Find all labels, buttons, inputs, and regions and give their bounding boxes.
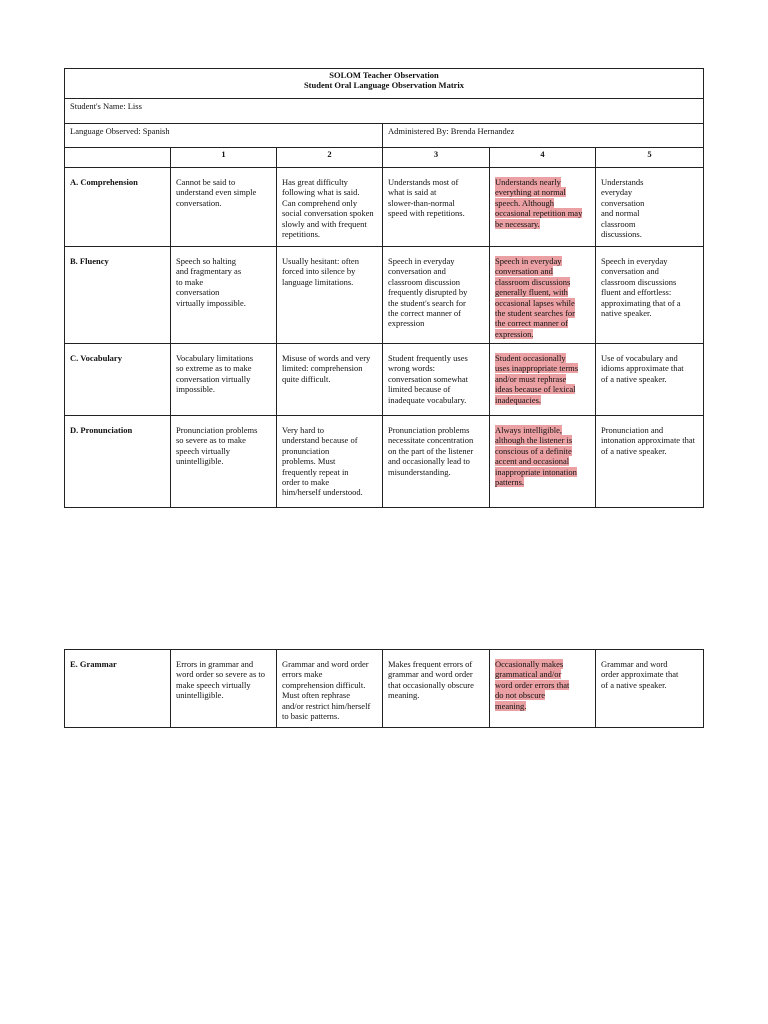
descriptor-text: Has great difficulty following what is said. Can comprehend only social conversation spoken slowly and with frequent repetitions. — [282, 177, 374, 240]
descriptor-text: Grammar and word order approximate that of a native speaker. — [601, 659, 679, 690]
descriptor-text: Student frequently uses wrong words: conversation somewhat limited because of inadequate vocabulary. — [388, 353, 469, 405]
selected-descriptor-highlight: Student occasionally uses inappropriate terms and/or must rephrase ideas because of lexical inadequacies. — [495, 353, 579, 405]
selected-descriptor-highlight: Speech in everyday conversation and classroom discussions generally fluent, with occasional lapses while the student searches for the correct manner of expression. — [495, 256, 576, 339]
descriptor-cell — [383, 650, 490, 728]
descriptor-text: Use of vocabulary and idioms approximate that of a native speaker. — [601, 353, 684, 384]
administered-by-field: Administered By: Brenda Hernandez — [383, 124, 704, 148]
category-label: D. Pronunciation — [65, 416, 171, 508]
descriptor-cell — [383, 416, 490, 508]
descriptor-cell — [277, 344, 383, 416]
solom-matrix-table — [64, 68, 704, 508]
descriptor-text: Pronunciation and intonation approximate that of a native speaker. — [601, 425, 695, 456]
descriptor-text: Grammar and word order errors make comprehension difficult. Must often rephrase and/or restrict him/herself to basic patterns. — [282, 659, 371, 722]
descriptor-text: Speech so halting and fragmentary as to make conversation virtually impossible. — [176, 256, 246, 308]
descriptor-cell — [171, 247, 277, 344]
matrix-title — [65, 69, 704, 99]
rubric-row-fluency — [65, 247, 704, 344]
descriptor-cell — [596, 650, 704, 728]
descriptor-cell — [490, 168, 596, 247]
descriptor-text: Misuse of words and very limited: comprehension quite difficult. — [282, 353, 371, 384]
descriptor-cell — [490, 247, 596, 344]
descriptor-cell — [596, 416, 704, 508]
language-row — [65, 124, 704, 148]
title-row — [65, 69, 704, 99]
selected-descriptor-highlight: Occasionally makes grammatical and/or word order errors that do not obscure meaning. — [495, 659, 570, 711]
descriptor-cell — [277, 168, 383, 247]
level-header-2: 2 — [277, 148, 383, 168]
selected-descriptor-highlight: Understands nearly everything at normal speech. Although occasional repetition may be necessary. — [495, 177, 583, 229]
descriptor-cell — [171, 344, 277, 416]
rubric-row-vocabulary — [65, 344, 704, 416]
level-header-5: 5 — [596, 148, 704, 168]
descriptor-text: Speech in everyday conversation and classroom discussion frequently disrupted by the student's search for the correct manner of expression — [388, 256, 468, 329]
descriptor-cell — [490, 416, 596, 508]
descriptor-cell — [596, 168, 704, 247]
descriptor-cell — [383, 247, 490, 344]
descriptor-cell — [490, 344, 596, 416]
title-line-1: SOLOM Teacher Observation — [329, 70, 439, 80]
descriptor-cell — [277, 650, 383, 728]
descriptor-cell — [490, 650, 596, 728]
selected-descriptor-highlight: Always intelligible, although the listener is conscious of a definite accent and occasional inappropriate intonation patterns. — [495, 425, 577, 488]
descriptor-cell — [383, 168, 490, 247]
descriptor-text: Understands everyday conversation and normal classroom discussions. — [601, 177, 645, 240]
descriptor-cell — [596, 344, 704, 416]
grammar-table — [64, 649, 704, 728]
descriptor-cell — [171, 650, 277, 728]
student-name-row — [65, 99, 704, 124]
descriptor-text: Vocabulary limitations so extreme as to make conversation virtually impossible. — [176, 353, 254, 395]
category-label: A. Comprehension — [65, 168, 171, 247]
descriptor-text: Understands most of what is said at slower-than-normal speed with repetitions. — [388, 177, 465, 219]
descriptor-cell — [383, 344, 490, 416]
category-label: B. Fluency — [65, 247, 171, 344]
descriptor-text: Speech in everyday conversation and classroom discussions fluent and effortless: approximating that of a native speaker. — [601, 256, 681, 319]
descriptor-cell — [596, 247, 704, 344]
language-observed-field: Language Observed: Spanish — [65, 124, 383, 148]
descriptor-text: Pronunciation problems so severe as to make speech virtually unintelligible. — [176, 425, 258, 467]
descriptor-cell — [277, 247, 383, 344]
rubric-row-comprehension — [65, 168, 704, 247]
rubric-row-pronunciation — [65, 416, 704, 508]
level-header-1: 1 — [171, 148, 277, 168]
rubric-row-grammar — [65, 650, 704, 728]
descriptor-cell — [171, 168, 277, 247]
descriptor-cell — [277, 416, 383, 508]
student-name-field: Student's Name: Liss — [65, 99, 704, 124]
descriptor-text: Usually hesitant: often forced into silence by language limitations. — [282, 256, 359, 287]
descriptor-text: Makes frequent errors of grammar and word order that occasionally obscure meaning. — [388, 659, 474, 701]
category-label: E. Grammar — [65, 650, 171, 728]
descriptor-text: Errors in grammar and word order so severe as to make speech virtually unintelligible. — [176, 659, 265, 701]
level-header-row — [65, 148, 704, 168]
level-header-4: 4 — [490, 148, 596, 168]
descriptor-cell — [171, 416, 277, 508]
descriptor-text: Very hard to understand because of pronunciation problems. Must frequently repeat in order to make him/herself understood. — [282, 425, 363, 498]
descriptor-text: Cannot be said to understand even simple conversation. — [176, 177, 257, 208]
category-label: C. Vocabulary — [65, 344, 171, 416]
level-header-3: 3 — [383, 148, 490, 168]
title-line-2: Student Oral Language Observation Matrix — [303, 80, 465, 91]
descriptor-text: Pronunciation problems necessitate concentration on the part of the listener and occasionally lead to misunderstanding. — [388, 425, 474, 477]
level-header-empty — [65, 148, 171, 168]
